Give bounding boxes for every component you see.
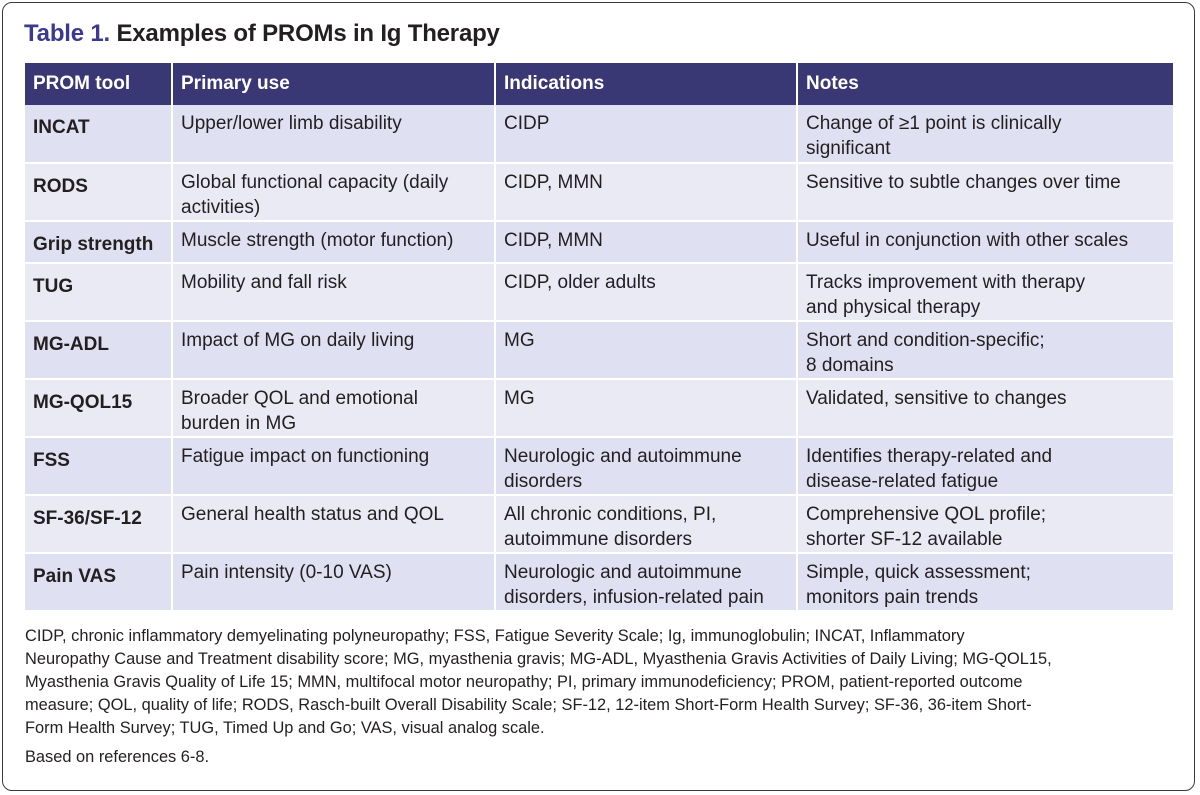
cell-text-line: Change of ≥1 point is clinically <box>806 113 1062 134</box>
cell-indications <box>495 321 797 379</box>
cell-text-line: Useful in conjunction with other scales <box>806 230 1129 251</box>
cell-primary-use <box>172 495 495 553</box>
table-number: Table 1. <box>24 20 110 47</box>
cell-text-line: Validated, sensitive to changes <box>806 388 1067 409</box>
cell-text-line: Pain intensity (0-10 VAS) <box>181 562 392 583</box>
table-row <box>25 163 1173 221</box>
table-header-row <box>25 63 1173 105</box>
cell-text-line: Global functional capacity (daily <box>181 172 449 193</box>
cell-indications <box>495 263 797 321</box>
cell-text-line: Short and condition-specific; <box>806 330 1045 351</box>
cell-text-line: Upper/lower limb disability <box>181 113 402 134</box>
cell-prom-tool <box>25 263 172 321</box>
cell-notes <box>797 553 1173 611</box>
header-primary-use: Primary use <box>172 63 495 105</box>
cell-text-line: MG-ADL <box>33 334 109 355</box>
abbreviations-footnote <box>25 625 1175 740</box>
cell-text-line: CIDP, older adults <box>504 272 656 293</box>
cell-text-line: CIDP, MMN <box>504 172 603 193</box>
footnote-line: Form Health Survey; TUG, Timed Up and Go; VAS, visual analog scale. <box>25 719 545 737</box>
cell-text-line: MG <box>504 330 535 351</box>
cell-primary-use <box>172 221 495 263</box>
cell-text-line: RODS <box>33 176 88 197</box>
cell-text-line: disorders <box>504 471 583 492</box>
table-row <box>25 379 1173 437</box>
table-row <box>25 553 1173 611</box>
cell-text-line: shorter SF-12 available <box>806 529 1003 550</box>
cell-text-line: CIDP <box>504 113 550 134</box>
cell-prom-tool <box>25 495 172 553</box>
cell-indications <box>495 379 797 437</box>
cell-text-line: MG-QOL15 <box>33 392 133 413</box>
cell-primary-use <box>172 263 495 321</box>
table-row <box>25 321 1173 379</box>
cell-text-line: FSS <box>33 450 70 471</box>
cell-text-line: Broader QOL and emotional <box>181 388 418 409</box>
cell-text-line: Simple, quick assessment; <box>806 562 1031 583</box>
cell-text-line: MG <box>504 388 535 409</box>
cell-text-line: disorders, infusion-related pain <box>504 587 764 608</box>
cell-prom-tool <box>25 221 172 263</box>
cell-prom-tool <box>25 553 172 611</box>
cell-text-line: Neurologic and autoimmune <box>504 562 742 583</box>
cell-text-line: Mobility and fall risk <box>181 272 347 293</box>
cell-indications <box>495 437 797 495</box>
cell-text-line: Impact of MG on daily living <box>181 330 415 351</box>
cell-text-line: INCAT <box>33 117 90 138</box>
cell-text-line: disease-related fatigue <box>806 471 999 492</box>
cell-text-line: burden in MG <box>181 413 297 434</box>
cell-primary-use <box>172 321 495 379</box>
cell-prom-tool <box>25 379 172 437</box>
cell-notes <box>797 495 1173 553</box>
cell-prom-tool <box>25 321 172 379</box>
cell-primary-use <box>172 163 495 221</box>
table-row <box>25 495 1173 553</box>
footnote-line: CIDP, chronic inflammatory demyelinating polyneuropathy; FSS, Fatigue Severity Scale; Ig, immunoglobulin; INCAT, Inflammatory <box>25 627 965 645</box>
cell-prom-tool <box>25 163 172 221</box>
cell-prom-tool <box>25 105 172 163</box>
header-prom-tool: PROM tool <box>25 63 172 105</box>
cell-indications <box>495 105 797 163</box>
cell-indications <box>495 553 797 611</box>
cell-notes <box>797 163 1173 221</box>
footnote-line: Myasthenia Gravis Quality of Life 15; MMN, multifocal motor neuropathy; PI, primary immunodeficiency; PROM, patient-reported outcome <box>25 673 1023 691</box>
cell-notes <box>797 437 1173 495</box>
footnote-line: measure; QOL, quality of life; RODS, Rasch-built Overall Disability Scale; SF-12, 12-item Short-Form Health Survey; SF-36, 36-item Short- <box>25 696 1032 714</box>
cell-text-line: Tracks improvement with therapy <box>806 272 1086 293</box>
cell-text-line: Identifies therapy-related and <box>806 446 1053 467</box>
cell-indications <box>495 495 797 553</box>
table-title-text: Examples of PROMs in Ig Therapy <box>116 20 500 47</box>
proms-table <box>25 63 1173 612</box>
source-note: Based on references 6-8. <box>25 748 210 766</box>
cell-text-line: Neurologic and autoimmune <box>504 446 742 467</box>
cell-primary-use <box>172 553 495 611</box>
cell-text-line: Muscle strength (motor function) <box>181 230 454 251</box>
table-row <box>25 263 1173 321</box>
cell-text-line: monitors pain trends <box>806 587 979 608</box>
cell-text-line: activities) <box>181 197 261 218</box>
cell-text-line: All chronic conditions, PI, <box>504 504 717 525</box>
cell-prom-tool <box>25 437 172 495</box>
cell-text-line: CIDP, MMN <box>504 230 603 251</box>
table-body <box>25 105 1173 611</box>
cell-text-line: and physical therapy <box>806 297 981 318</box>
cell-text-line: Fatigue impact on functioning <box>181 446 430 467</box>
cell-primary-use <box>172 105 495 163</box>
cell-notes <box>797 379 1173 437</box>
header-notes: Notes <box>797 63 1173 105</box>
cell-text-line: Grip strength <box>33 234 154 255</box>
table-row <box>25 221 1173 263</box>
cell-notes <box>797 263 1173 321</box>
table-row <box>25 105 1173 163</box>
cell-text-line: SF-36/SF-12 <box>33 508 142 529</box>
footnote-line: Neuropathy Cause and Treatment disability score; MG, myasthenia gravis; MG-ADL, Myasthenia Gravis Activities of Daily Living; MG-QOL15, <box>25 650 1052 668</box>
cell-indications <box>495 221 797 263</box>
cell-text-line: TUG <box>33 276 74 297</box>
cell-text-line: Comprehensive QOL profile; <box>806 504 1047 525</box>
cell-text-line: 8 domains <box>806 355 894 376</box>
cell-text-line: Pain VAS <box>33 566 117 587</box>
cell-notes <box>797 321 1173 379</box>
cell-text-line: significant <box>806 138 891 159</box>
header-indications: Indications <box>495 63 797 105</box>
cell-primary-use <box>172 437 495 495</box>
cell-notes <box>797 221 1173 263</box>
cell-text-line: General health status and QOL <box>181 504 444 525</box>
cell-text-line: autoimmune disorders <box>504 529 692 550</box>
cell-indications <box>495 163 797 221</box>
table-row <box>25 437 1173 495</box>
cell-text-line: Sensitive to subtle changes over time <box>806 172 1121 193</box>
cell-primary-use <box>172 379 495 437</box>
cell-notes <box>797 105 1173 163</box>
table-title <box>24 20 500 48</box>
